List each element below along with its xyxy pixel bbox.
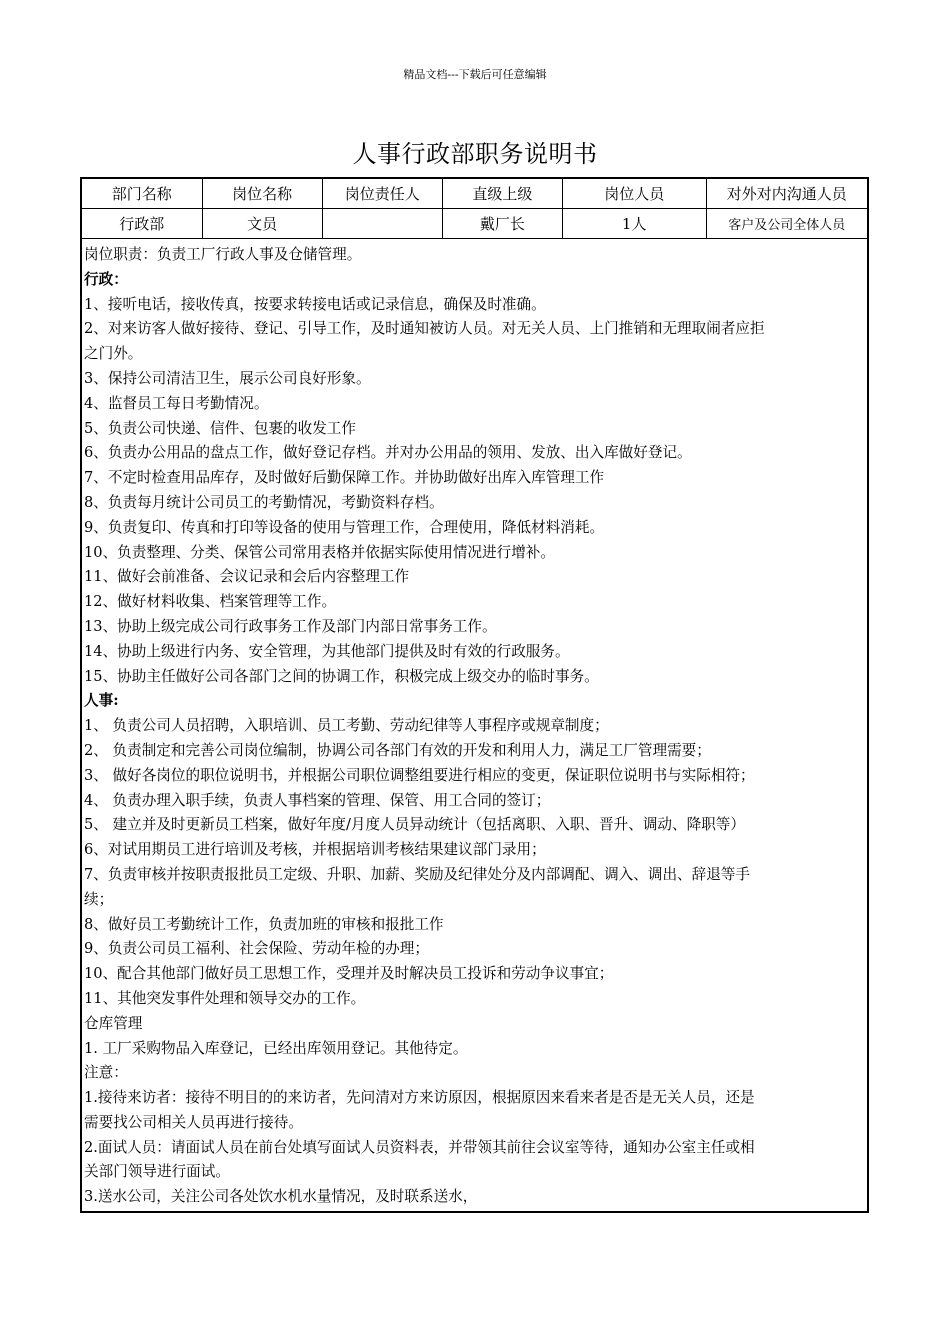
direct-superior-header: 直级上级 [442, 179, 562, 209]
duty-line: 10、配合其他部门做好员工思想工作，受理并及时解决员工投诉和劳动争议事宜； [84, 965, 614, 983]
position-owner-header: 岗位责任人 [322, 179, 442, 209]
position-name-header: 岗位名称 [202, 179, 322, 209]
duty-line: 5、负责公司快递、信件、包裹的收发工作 [84, 419, 356, 437]
headcount-value: 1人 [562, 209, 706, 239]
duty-line: 1、 负责公司人员招聘，入职培训、员工考勤、劳动纪律等人事程序或规章制度； [84, 717, 609, 735]
duty-line: 4、 负责办理入职手续，负责人事档案的管理、保管、用工合同的签订； [84, 791, 551, 809]
duty-line: 9、负责复印、传真和打印等设备的使用与管理工作，合理使用，降低材料消耗。 [84, 518, 605, 536]
duty-line: 9、负责公司员工福利、社会保险、劳动年检的办理； [84, 940, 429, 958]
duty-line: 13、协助上级完成公司行政事务工作及部门内部日常事务工作。 [84, 617, 497, 635]
duty-line: 14、协助上级进行内务、安全管理，为其他部门提供及时有效的行政服务。 [84, 642, 570, 660]
contacts-header: 对外对内沟通人员 [706, 179, 867, 209]
info-header-row [82, 179, 867, 209]
job-description-frame [80, 177, 869, 1213]
department-name-value: 行政部 [82, 209, 202, 239]
duty-line: 15、协助主任做好公司各部门之间的协调工作，积极完成上级交办的临时事务。 [84, 667, 599, 685]
duty-line: 1、接听电话，接收传真，按要求转接电话或记录信息，确保及时准确。 [84, 295, 546, 313]
duty-line: 1. 工厂采购物品入库登记，已经出库领用登记。其他待定。 [84, 1039, 468, 1057]
duty-line: 续； [84, 890, 114, 908]
position-owner-value [322, 209, 442, 239]
duty-line: 2、 负责制定和完善公司岗位编制，协调公司各部门有效的开发和利用人力，满足工厂管理需要； [84, 741, 711, 759]
note-line: 关部门领导进行面试。 [84, 1163, 230, 1181]
info-value-row [82, 209, 867, 239]
duty-line: 之门外。 [84, 345, 143, 363]
section-heading-admin: 行政： [84, 270, 128, 288]
job-info-table [82, 179, 867, 239]
duty-line: 8、负责每月统计公司员工的考勤情况，考勤资料存档。 [84, 493, 444, 511]
duty-line: 6、负责办公用品的盘点工作，做好登记存档。并对办公用品的领用、发放、出入库做好登记。 [84, 444, 692, 462]
duty-line: 12、做好材料收集、档案管理等工作。 [84, 593, 337, 611]
duty-line: 5、 建立并及时更新员工档案，做好年度/月度人员异动统计（包括离职、入职、晋升、调动、降职等） [84, 816, 745, 834]
position-name-value: 文员 [202, 209, 322, 239]
note-line: 1.接待来访者：接待不明目的的来访者，先问清对方来访原因，根据原因来看来者是否是无关人员，还是 [84, 1089, 755, 1107]
duty-line: 11、其他突发事件处理和领导交办的工作。 [84, 989, 366, 1007]
headcount-header: 岗位人员 [562, 179, 706, 209]
duty-line: 3、 做好各岗位的职位说明书，并根据公司职位调整组要进行相应的变更，保证职位说明书与实际相符； [84, 766, 755, 784]
duty-line: 4、监督员工每日考勤情况。 [84, 394, 269, 412]
duty-line: 岗位职责：负责工厂行政人事及仓储管理。 [84, 246, 362, 263]
duty-line: 6、对试用期员工进行培训及考核，并根据培训考核结果建议部门录用； [84, 841, 546, 859]
note-line: 3.送水公司，关注公司各处饮水机水量情况，及时联系送水， [84, 1188, 478, 1206]
section-heading-hr: 人事: [84, 692, 119, 710]
duty-line: 7、不定时检查用品库存，及时做好后勤保障工作。并协助做好出库入库管理工作 [84, 469, 605, 487]
department-name-header: 部门名称 [82, 179, 202, 209]
document-title: 人事行政部职务说明书 [352, 140, 598, 168]
duty-line: 11、做好会前准备、会议记录和会后内容整理工作 [84, 568, 410, 586]
header-note: 精品文档---下载后可任意编辑 [403, 68, 547, 81]
section-heading-warehouse: 仓库管理 [84, 1014, 143, 1032]
section-heading-notes: 注意： [84, 1064, 128, 1082]
duty-line: 3、保持公司清洁卫生，展示公司良好形象。 [84, 369, 371, 387]
note-line: 2.面试人员：请面试人员在前台处填写面试人员资料表，并带领其前往会议室等待，通知办公室主任或相 [84, 1138, 755, 1156]
duty-line: 10、负责整理、分类、保管公司常用表格并依据实际使用情况进行增补。 [84, 543, 555, 561]
duties-content [84, 243, 867, 1210]
direct-superior-value: 戴厂长 [442, 209, 562, 239]
contacts-value: 客户及公司全体人员 [706, 209, 867, 239]
duty-line: 2、对来访客人做好接待、登记、引导工作，及时通知被访人员。对无关人员、上门推销和无理取闹者应拒 [84, 320, 765, 338]
duty-line: 7、负责审核并按职责报批员工定级、升职、加薪、奖励及纪律处分及内部调配、调入、调出、辞退等手 [84, 865, 751, 883]
duty-line: 8、做好员工考勤统计工作，负责加班的审核和报批工作 [84, 915, 444, 933]
note-line: 需要找公司相关人员再进行接待。 [84, 1113, 303, 1131]
